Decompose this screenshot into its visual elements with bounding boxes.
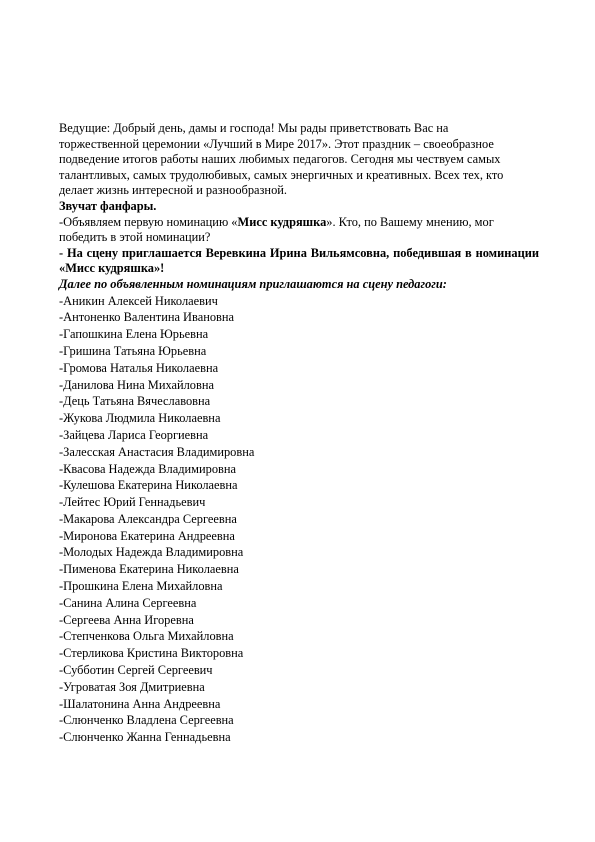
teacher-name: -Слюнченко Жанна Геннадьевна [59,730,231,745]
teacher-name: -Залесская Анастасия Владимировна [59,444,255,459]
intro-line: делает жизнь интересной и разнообразной. [59,183,287,198]
invite-paragraph [59,246,539,277]
nomination-suffix: ». Кто, по Вашему мнению, мог [326,214,494,229]
teacher-name: -Степченкова Ольга Михайловна [59,629,234,644]
nomination-question: победить в этой номинации? [59,230,211,245]
intro-line: талантливых, самых трудолюбивых, самых энергичных и креативных. Всех тех, кто [59,167,504,182]
intro-line: Ведущие: Добрый день, дамы и господа! Мы рады приветствовать Вас на [59,121,449,135]
nomination-prefix: -Объявляем первую номинацию « [59,214,238,229]
teacher-name: -Гапошкина Елена Юрьевна [59,327,209,342]
teacher-name: -Пименова Екатерина Николаевна [59,562,239,577]
invite-line: - На сцену приглашается Веревкина Ирина Вильямсовна, победившая в номинации [59,245,539,260]
teacher-name: -Жукова Людмила Николаевна [59,411,221,426]
intro-line: подведение итогов работы наших любимых педагогов. Сегодня мы чествуем самых [59,152,501,167]
teacher-name: -Слюнченко Владлена Сергеевна [59,713,234,728]
intro-line: торжественной церемонии «Лучший в Мире 2017». Этот праздник – своеобразное [59,136,494,151]
teacher-name: -Санина Алина Сергеевна [59,595,197,610]
nomination-title: Мисс кудряшка [237,214,327,229]
teacher-name: -Молодых Надежда Владимировна [59,545,244,560]
intro-paragraph [59,121,539,199]
fanfare-line: Звучат фанфары. [59,198,157,213]
invite-line: «Мисс кудряшка»! [59,261,165,276]
teacher-name: -Зайцева Лариса Георгиевна [59,427,209,442]
teacher-list [59,293,539,747]
announce-line: Далее по объявленным номинациям приглашаются на сцену педагоги: [59,276,447,291]
teacher-name: -Макарова Александра Сергеевна [59,511,237,526]
teacher-name: -Миронова Екатерина Андреевна [59,528,235,543]
teacher-name: -Квасова Надежда Владимировна [59,461,236,476]
teacher-name: -Гришина Татьяна Юрьевна [59,343,207,358]
teacher-name: -Шалатонина Анна Андреевна [59,696,221,711]
teacher-name: -Дець Татьяна Вячеславовна [59,394,211,409]
teacher-name: -Антоненко Валентина Ивановна [59,310,234,325]
nomination-paragraph [59,215,539,246]
teacher-name: -Громова Наталья Николаевна [59,360,219,375]
teacher-name: -Аникин Алексей Николаевич [59,293,218,308]
teacher-name: -Лейтес Юрий Геннадьевич [59,495,206,510]
teacher-name: -Сергеева Анна Игоревна [59,612,194,627]
teacher-name: -Стерликова Кристина Викторовна [59,646,244,661]
teacher-name: -Субботин Сергей Сергеевич [59,663,213,678]
teacher-name: -Кулешова Екатерина Николаевна [59,478,238,493]
teacher-name: -Прошкина Елена Михайловна [59,579,223,594]
teacher-name: -Угроватая Зоя Дмитриевна [59,679,205,694]
teacher-name: -Данилова Нина Михайловна [59,377,214,392]
document-body [59,121,539,746]
